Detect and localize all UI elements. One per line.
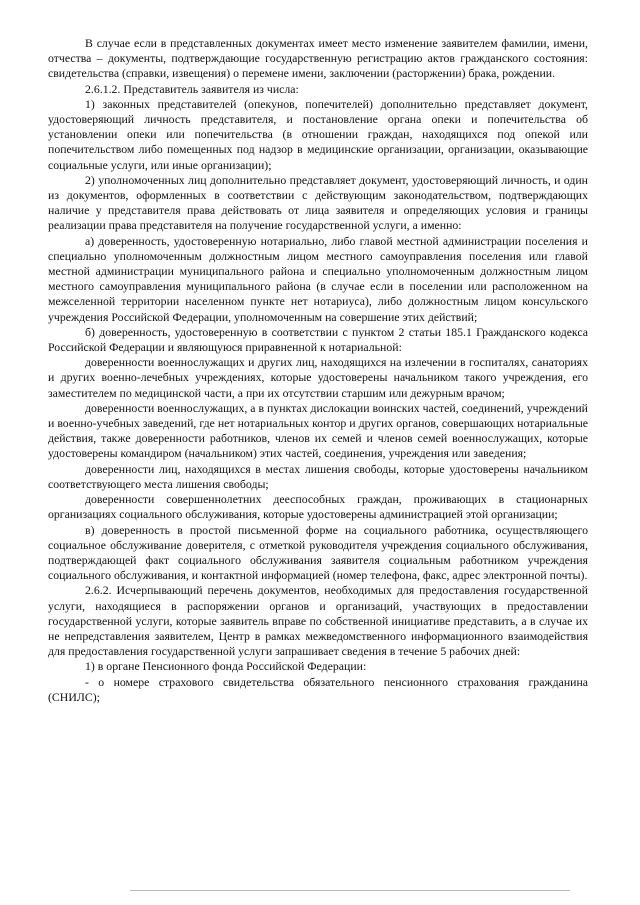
bottom-divider <box>130 890 570 891</box>
paragraph-detention-power-of-attorney: доверенности лиц, находящихся в местах лишения свободы, которые удостоверены начальником соответствующего места лишения свободы; <box>48 461 588 491</box>
paragraph-social-worker-power-of-attorney: в) доверенность в простой письменной форме на социального работника, осуществляющего социальное обслуживание доверителя, с отметкой руководителя учреждения социального обслуживания, подтверждающей факт социального обслуживания заявителя социальным работником учреждения социального обслуживания, и контактной информацией (номер телефона, факс, адрес электронной почты). <box>48 522 588 583</box>
paragraph-snils: - о номере страхового свидетельства обязательного пенсионного страхования гражданина (СНИЛС); <box>48 674 588 704</box>
paragraph-2-6-2-document-list: 2.6.2. Исчерпывающий перечень документов, необходимых для предоставления государственной услуги, находящиеся в распоряжении органов и организаций, участвующих в предоставлении государственной услуги, которые заявитель вправе по собственной инициативе представить, а в случае их не непредставления заявителем, Центр в рамках межведомственного информационного взаимодействия для предоставления государственной услуги запрашивает сведения в течение 5 рабочих дней: <box>48 583 588 659</box>
paragraph-military-power-of-attorney: доверенности военнослужащих, а в пунктах дислокации воинских частей, соединений, учреждений и военно-учебных заведений, где нет нотариальных контор и других органов, совершающих нотариальные действия, также доверенности работников, членов их семей и членов семей военнослужащих, которые удостоверены командиром (начальником) этих частей, соединения, учреждения или заведения; <box>48 400 588 461</box>
paragraph-2-6-1-2-heading: 2.6.1.2. Представитель заявителя из числа: <box>85 81 299 96</box>
paragraph-hospital-power-of-attorney: доверенности военнослужащих и других лиц, находящихся на излечении в госпиталях, санаториях и других военно-лечебных учреждениях, которые удостоверены начальником такого учреждения, его заместителем по медицинской части, а при их отсутствии старшим или дежурным врачом; <box>48 355 588 400</box>
paragraph-legal-representatives: 1) законных представителей (опекунов, попечителей) дополнительно представляет документ, удостоверяющий личность представителя, и постановление органа опеки и попечительства об установлении опеки или попечительства (в отношении граждан, находящихся под опекой или попечительством либо помещенных под надзор в медицинские организации, организации, оказывающие социальные услуги, или иные организации); <box>48 96 588 172</box>
paragraph-pension-fund: 1) в органе Пенсионного фонда Российской Федерации: <box>85 659 367 674</box>
paragraph-notarial-power-of-attorney: а) доверенность, удостоверенную нотариально, либо главой местной администрации поселения и специально уполномоченным должностным лицом местного самоуправления поселения или главой местной администрации муниципального района и специально уполномоченным должностным лицом местного самоуправления муниципального района (в случае если в поселении или расположенном на межселенной территории населенном пункте нет нотариуса), либо должностным лицом консульского учреждения Российской Федерации, уполномоченным на совершение этих действий; <box>48 233 588 324</box>
paragraph-social-facility-power-of-attorney: доверенности совершеннолетних дееспособных граждан, проживающих в стационарных организациях социального обслуживания, которые удостоверены администрацией этой организации; <box>48 492 588 522</box>
paragraph-name-change: В случае если в представленных документах имеет место изменение заявителем фамилии, имени, отчества – документы, подтверждающие государственную регистрацию актов гражданского состояния: свидетельства (справки, извещения) о перемене имени, заключении (расторжении) брака, рождении. <box>48 36 588 81</box>
paragraph-authorized-persons: 2) уполномоченных лиц дополнительно представляет документ, удостоверяющий личность, и один из документов, оформленных в соответствии с действующим законодательством, подтверждающих наличие у представителя права действовать от лица заявителя и определяющих условия и границы реализации права представителя на получение государственной услуги, а именно: <box>48 172 588 233</box>
paragraph-civil-code-power-of-attorney: б) доверенность, удостоверенную в соответствии с пунктом 2 статьи 185.1 Гражданского кодекса Российской Федерации и являющуюся приравненной к нотариальной: <box>48 324 588 355</box>
document-page <box>48 36 588 705</box>
